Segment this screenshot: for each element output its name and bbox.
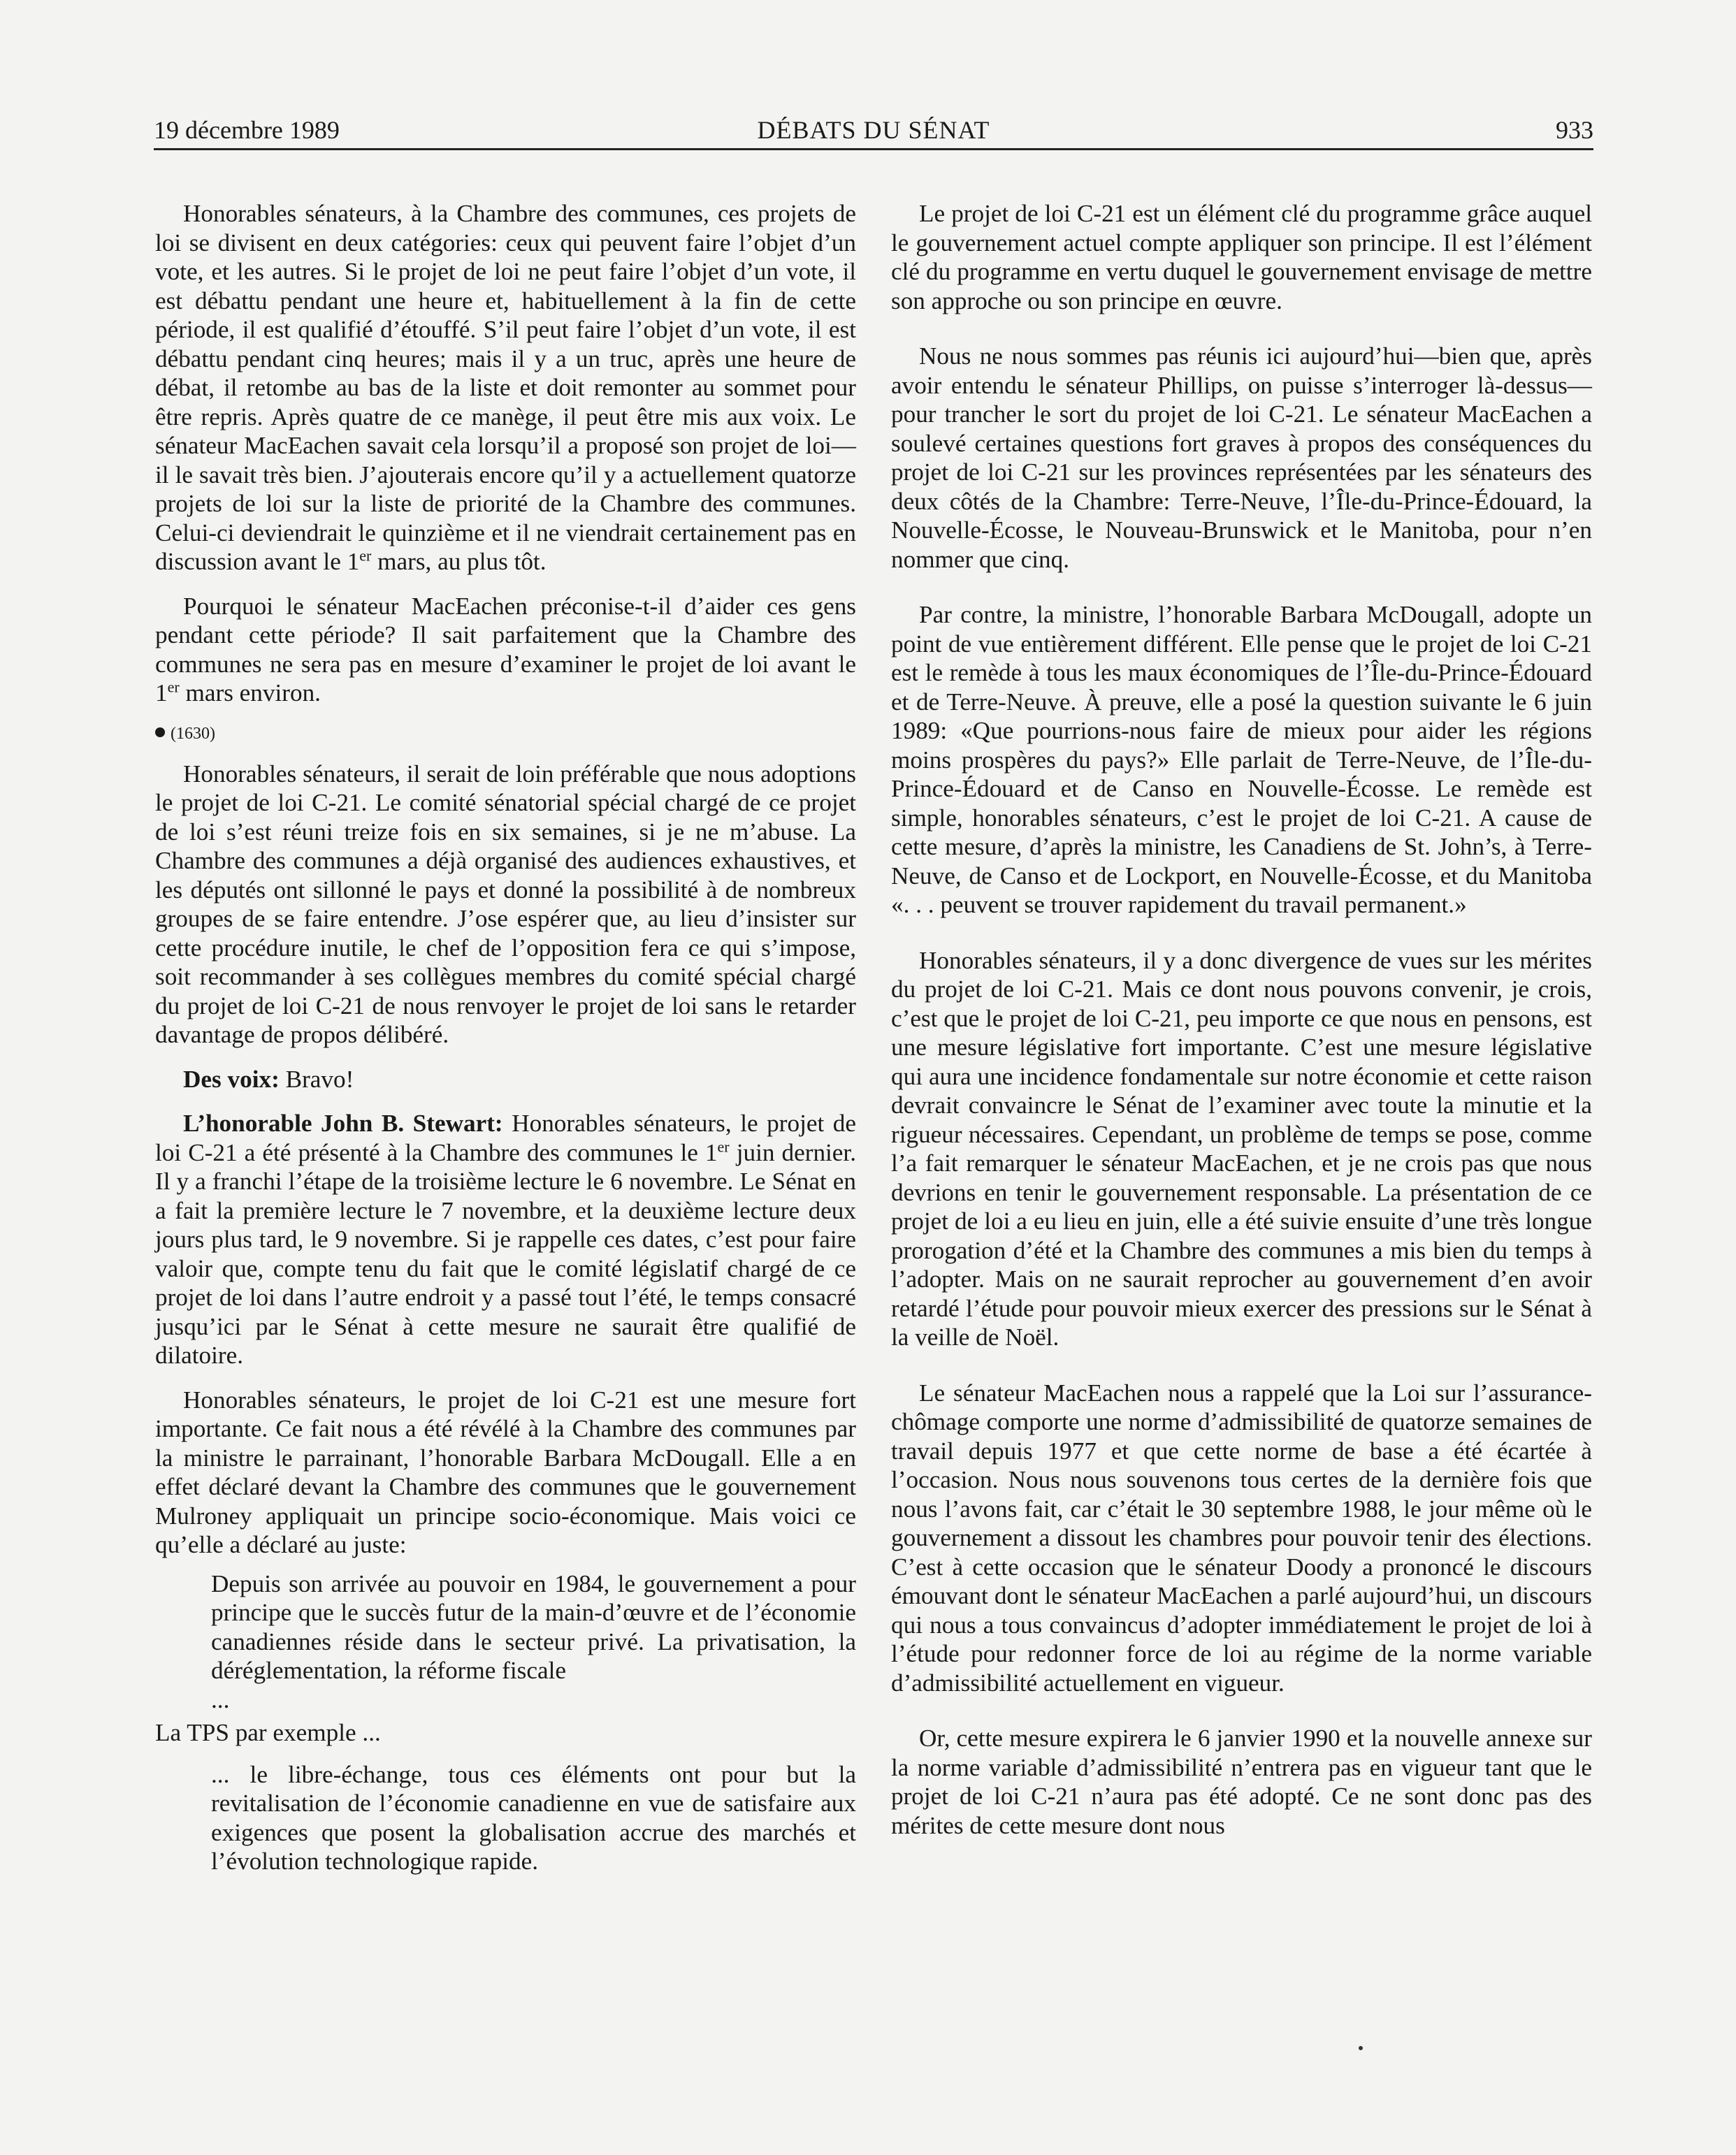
paragraph: Nous ne nous sommes pas réunis ici aujourd’hui—bien que, après avoir entendu le sénateur Phillips, on puisse s’interroger là-dessus—pour trancher le sort du projet de loi C-21. Le sénateur MacEachen a soulevé certaines questions fort graves à propos des conséquences du projet de loi C-21 sur les provinces représentées par les sénateurs des deux côtés de la Chambre: Terre-Neuve, l’Île-du-Prince-Édouard, la Nouvelle-Écosse, le Nouveau-Brunswick et le Manitoba, pour n’en nommer que cinq. bbox=[891, 342, 1592, 573]
paragraph: La TPS par exemple ... bbox=[155, 1719, 381, 1746]
paragraph: Honorables sénateurs, le projet de loi C-21 est une mesure fort importante. Ce fait nous a été révélé à la Chambre des communes par la ministre le parrainant, l’honorable Barbara McDougall. Elle a en effet déclaré devant la Chambre des communes que le gouvernement Mulroney appliquait un principe socio-économique. Mais voici ce qu’elle a déclaré au juste: bbox=[155, 1386, 856, 1558]
paragraph: Honorables sénateurs, il y a donc divergence de vues sur les mérites du projet de loi C-21. Mais ce dont nous pouvons convenir, je crois, c’est que le projet de loi C-21, peu importe ce que nous en pensons, est une mesure législative fort importante. C’est une mesure législative qui aura une incidence fondamentale sur notre économie et cette raison devrait convaincre le Sénat de l’examiner avec toute la minutie et la rigueur nécessaires. Cependant, un problème de temps se pose, comme l’a fait remarquer le sénateur MacEachen, et je ne crois pas que nous devrions en tenir le gouvernement responsable. La présentation de ce projet de loi a eu lieu en juin, elle a été suivie ensuite d’une très longue prorogation d’été et la Chambre des communes a mis bien du temps à l’adopter. Mais on ne saurait reprocher au gouvernement d’en avoir retardé l’étude pour pouvoir mieux exercer des pressions sur le Sénat à la veille de Noël. bbox=[891, 946, 1592, 1351]
header-rule bbox=[154, 148, 1593, 150]
paragraph: Par contre, la ministre, l’honorable Barbara McDougall, adopte un point de vue entièrement différent. Elle pense que le projet de loi C-21 est le remède à tous les maux économiques de l’Île-du-Prince-Édouard et de Terre-Neuve. À preuve, elle a posé la question suivante le 6 juin 1989: «Que pourrions-nous faire de mieux pour aider les régions moins prospères du pays?» Elle parlait de Terre-Neuve, de l’Île-du-Prince-Édouard et de Canso en Nouvelle-Écosse. Le remède est simple, honorables sénateurs, c’est le projet de loi C-21. A cause de cette mesure, d’après la ministre, les Canadiens de St. John’s, à Terre-Neuve, de Canso et de Lockport, en Nouvelle-Écosse, et du Manitoba «. . . peuvent se trouver rapidement du travail permanent.» bbox=[891, 601, 1592, 918]
page-header bbox=[154, 115, 1593, 152]
left-column bbox=[155, 199, 856, 1889]
paragraph: Le sénateur MacEachen nous a rappelé que la Loi sur l’assurance-chômage comporte une norme d’admissibilité de quatorze semaines de travail depuis 1977 et que cette norme de base a été écartée à l’occasion. Nous nous souvenons tous certes de la dernière fois que nous l’avons fait, car c’était le 30 septembre 1988, le jour même où le gouvernement a dissout les chambres pour pouvoir tenir des élections. C’est à cette occasion que le sénateur Doody a prononcé le discours émouvant dont le sénateur MacEachen a parlé aujourd’hui, un discours qui nous a tous convaincus d’adopter immédiatement le projet de loi à l’étude pour redonner force de loi au régime de la norme variable d’admissibilité actuellement en vigueur. bbox=[891, 1379, 1592, 1697]
paragraph: Le projet de loi C-21 est un élément clé du programme grâce auquel le gouvernement actuel compte appliquer son principe. Il est l’élément clé du programme en vertu duquel le gouvernement envisage de mettre son approche ou son principe en œuvre. bbox=[891, 200, 1592, 314]
paragraph: Pourquoi le sénateur MacEachen préconise-t-il d’aider ces gens pendant cette période? Il sait parfaitement que la Chambre des communes ne sera pas en mesure d’examiner le projet de loi avant le 1er mars environ. bbox=[155, 592, 856, 706]
header-date: 19 décembre 1989 bbox=[154, 116, 340, 144]
bullet-icon bbox=[155, 727, 165, 737]
page-number: 933 bbox=[1556, 116, 1593, 144]
paragraph: L’honorable John B. Stewart: Honorables sénateurs, le projet de loi C-21 a été présenté à la Chambre des communes le 1er juin dernier. Il y a franchi l’étape de la troisième lecture le 6 novembre. Le Sénat en a fait la première lecture le 7 novembre, et la deuxième lecture deux jours plus tard, le 9 novembre. Si je rappelle ces dates, c’est pour faire valoir que, compte tenu du fait que le comité législatif chargé de ce projet de loi dans l’autre endroit y a passé tout l’été, le temps consacré jusqu’ici par le Sénat à cette mesure ne saurait être qualifié de dilatoire. bbox=[155, 1110, 857, 1369]
paragraph: Honorables sénateurs, il serait de loin préférable que nous adoptions le projet de loi C-21. Le comité sénatorial spécial chargé de ce projet de loi s’est réuni treize fois en six semaines, si je ne m’abuse. La Chambre des communes a déjà organisé des audiences exhaustives, et les députés ont sillonné le pays et donné la possibilité à de nombreux groupes de se faire entendre. J’ose espérer que, au lieu d’insister sur cette procédure inutile, le chef de l’opposition fera ce qui s’impose, soit recommander à ses collègues membres du comité spécial chargé du projet de loi C-21 de nous renvoyer le projet de loi sans le retarder davantage de propos délibéré. bbox=[155, 760, 856, 1048]
block-quote: Depuis son arrivée au pouvoir en 1984, le gouvernement a pour principe que le succès futur de la main-d’œuvre et de l’économie canadiennes réside dans le secteur privé. La privatisation, la déréglementation, la réforme fiscale bbox=[211, 1569, 856, 1684]
scan-dot bbox=[1359, 2046, 1363, 2050]
paragraph: Des voix: Bravo! bbox=[183, 1065, 354, 1093]
paragraph: Or, cette mesure expirera le 6 janvier 1990 et la nouvelle annexe sur la norme variable d’admissibilité n’entrera pas en vigueur tant que le projet de loi C-21 n’aura pas été adopté. Ce ne sont donc pas des mérites de cette mesure dont nous bbox=[891, 1725, 1592, 1839]
time-marker: (1630) bbox=[155, 723, 856, 744]
right-column bbox=[891, 199, 1592, 1855]
header-title: DÉBATS DU SÉNAT bbox=[757, 116, 990, 144]
speaker-name: L’honorable John B. Stewart: bbox=[183, 1110, 503, 1137]
block-quote: ... le libre-échange, tous ces éléments ont pour but la revitalisation de l’économie canadienne en vue de satisfaire aux exigences que posent la globalisation accrue des marchés et l’évolution technologique rapide. bbox=[211, 1760, 856, 1875]
speaker-name: Des voix: bbox=[183, 1065, 280, 1093]
ellipsis: ... bbox=[211, 1685, 230, 1713]
paragraph: Honorables sénateurs, à la Chambre des communes, ces projets de loi se divisent en deux catégories: ceux qui peuvent faire l’objet d’un vote, et les autres. Si le projet de loi ne peut faire l’objet d’un vote, il est débattu pendant une heure et, habituellement à la fin de cette période, il est qualifié d’étouffé. S’il peut faire l’objet d’un vote, il est débattu pendant cinq heures; mais il y a un truc, après une heure de débat, il retombe au bas de la liste et doit remonter au sommet pour être repris. Après quatre de ce manège, il peut être mis aux voix. Le sénateur MacEachen savait cela lorsqu’il a proposé son projet de loi—il le savait très bien. J’ajouterais encore qu’il y a actuellement quatorze projets de loi sur la liste de priorité de la Chambre des communes. Celui-ci deviendrait le quinzième et il ne viendrait certainement pas en discussion avant le 1er mars, au plus tôt. bbox=[155, 200, 856, 575]
